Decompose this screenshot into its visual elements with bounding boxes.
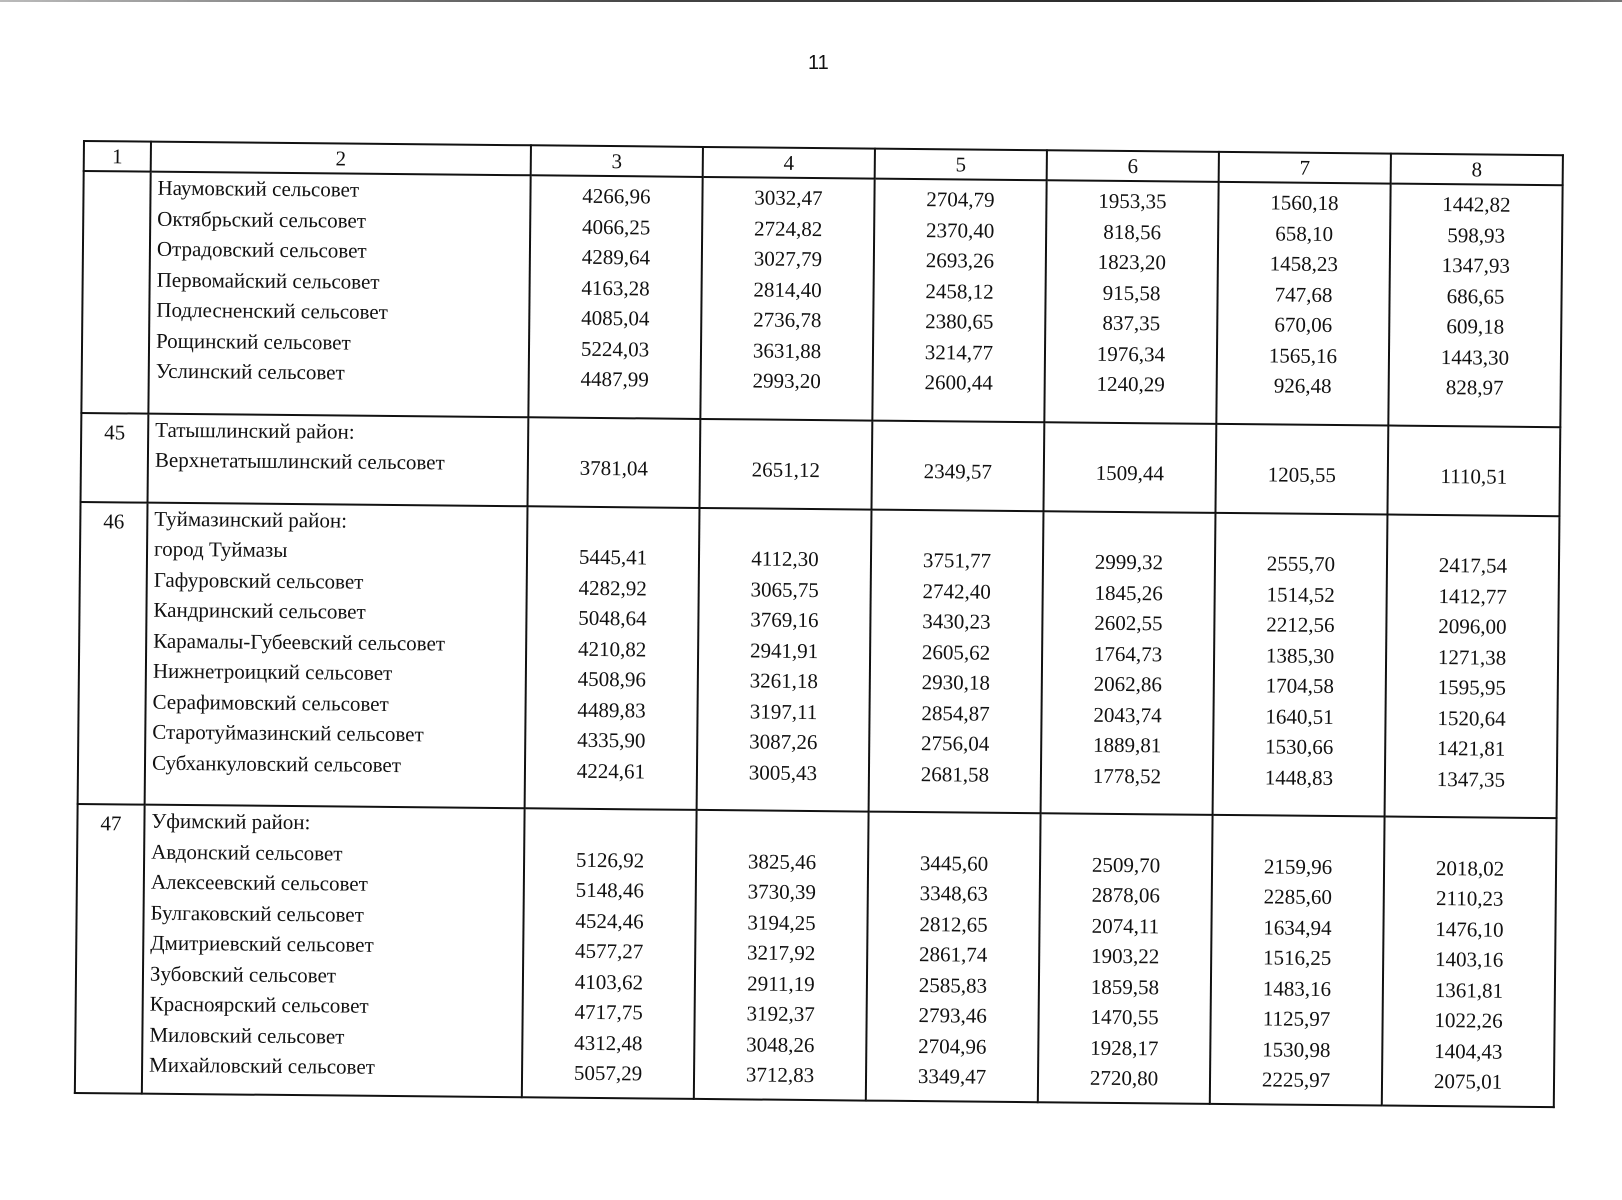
municipality-name: Дмитриевский сельсовет [150, 930, 374, 957]
value-cell: 2724,82 [753, 215, 823, 241]
value-cell: 2999,32 [1094, 549, 1164, 575]
value-cell: 3005,43 [748, 759, 818, 785]
value-cell: 1530,66 [1264, 734, 1334, 760]
value-cell: 1889,81 [1093, 732, 1162, 758]
municipality-name: Гафуровский сельсовет [153, 567, 364, 594]
value-column-4 [700, 418, 873, 509]
value-cell: 609,18 [1446, 314, 1505, 339]
value-cell: 3214,77 [924, 339, 994, 365]
row-index: 47 [75, 804, 145, 1093]
value-cell: 818,56 [1103, 219, 1162, 244]
value-cell: 598,93 [1447, 222, 1506, 248]
value-cell: 926,48 [1273, 373, 1332, 398]
table-group [75, 804, 1557, 1107]
value-column-3 [528, 417, 701, 508]
value-cell: 1443,30 [1440, 344, 1510, 370]
municipality-name: Красноярский сельсовет [149, 991, 369, 1018]
value-cell: 1903,22 [1090, 943, 1160, 969]
value-cell: 2742,40 [922, 578, 991, 604]
value-column-7 [1213, 512, 1388, 816]
names-cell [148, 413, 529, 506]
value-cell: 2861,74 [918, 942, 988, 967]
value-cell: 4487,99 [580, 366, 649, 392]
header-cell-6: 6 [1047, 150, 1219, 182]
names-cell [145, 502, 528, 808]
value-cell: 1347,35 [1436, 766, 1506, 792]
value-cell: 3781,04 [579, 455, 649, 481]
municipality-name: Серафимовский сельсовет [152, 689, 389, 716]
value-cell: 3197,11 [749, 698, 818, 724]
value-column-6 [1044, 180, 1218, 423]
value-cell: 3217,92 [746, 940, 816, 966]
value-cell: 2793,46 [918, 1003, 987, 1028]
value-cell: 3631,88 [752, 337, 822, 363]
header-cell-1: 1 [84, 141, 151, 172]
value-cell: 1704,58 [1265, 673, 1335, 699]
value-cell: 828,97 [1445, 375, 1504, 400]
value-cell: 4524,46 [575, 908, 644, 933]
value-cell: 1271,38 [1437, 644, 1507, 670]
value-cell: 2159,96 [1263, 853, 1333, 879]
value-cell: 2854,87 [921, 700, 990, 726]
value-cell: 4717,75 [574, 999, 643, 1025]
value-column-7 [1216, 182, 1390, 425]
value-cell: 1125,97 [1262, 1006, 1331, 1032]
names-cell [148, 172, 530, 417]
municipality-name: Отрадовский сельсовет [156, 236, 367, 263]
value-cell: 1361,81 [1434, 977, 1504, 1003]
value-column-7 [1210, 815, 1385, 1105]
value-cell: 3032,47 [754, 185, 823, 211]
value-cell: 1205,55 [1267, 462, 1337, 488]
value-cell: 2993,20 [752, 368, 821, 394]
row-index [81, 171, 150, 413]
value-cell: 670,06 [1274, 312, 1333, 337]
value-cell: 4282,92 [578, 575, 647, 600]
value-cell: 3194,25 [747, 909, 816, 935]
row-index: 46 [78, 501, 148, 804]
scan-edge-line [0, 0, 1622, 2]
municipality-name: Алексеевский сельсовет [150, 869, 368, 896]
municipality-name: Миловский сельсовет [149, 1022, 345, 1049]
row-index: 45 [81, 412, 149, 502]
district-name: Татышлинский район: [155, 417, 355, 444]
value-cell: 3348,63 [919, 881, 989, 906]
value-column-5 [871, 420, 1044, 511]
value-column-6 [1043, 422, 1216, 513]
value-cell: 2756,04 [921, 731, 990, 756]
value-column-6 [1038, 813, 1213, 1103]
value-cell: 2225,97 [1261, 1067, 1331, 1093]
municipality-name: Авдонский сельсовет [151, 839, 343, 866]
value-cell: 3192,37 [746, 1001, 815, 1027]
value-cell: 2458,12 [925, 278, 994, 304]
value-cell: 1412,77 [1438, 583, 1507, 609]
municipality-name: Услинский сельсовет [155, 358, 345, 385]
value-cell: 1530,98 [1262, 1036, 1331, 1062]
value-cell: 1928,17 [1090, 1035, 1159, 1060]
value-cell: 3261,18 [749, 668, 819, 694]
value-cell: 4335,90 [577, 727, 646, 753]
value-cell: 2110,23 [1435, 886, 1504, 911]
value-column-3 [522, 808, 697, 1098]
header-cell-5: 5 [875, 149, 1047, 181]
value-column-4 [694, 810, 869, 1100]
value-column-6 [1041, 511, 1216, 815]
value-cell: 2941,91 [749, 637, 819, 663]
value-cell: 4224,61 [576, 758, 646, 783]
value-cell: 1421,81 [1436, 736, 1506, 761]
value-cell: 1022,26 [1434, 1008, 1503, 1033]
value-cell: 5224,03 [580, 336, 650, 361]
value-cell: 4489,83 [577, 697, 646, 722]
value-cell: 4266,96 [582, 183, 651, 209]
value-cell: 747,68 [1274, 281, 1333, 307]
value-cell: 2605,62 [921, 639, 991, 665]
header-cell-8: 8 [1391, 154, 1563, 186]
table-group [78, 501, 1560, 818]
value-cell: 2814,40 [753, 276, 822, 302]
value-cell: 915,58 [1102, 280, 1161, 305]
header-cell-7: 7 [1219, 152, 1391, 184]
value-cell: 1764,73 [1093, 641, 1163, 666]
header-cell-3: 3 [531, 145, 703, 177]
table-row [81, 412, 1561, 515]
value-cell: 2720,80 [1089, 1065, 1159, 1091]
value-cell: 1516,25 [1262, 945, 1332, 971]
table-group [81, 412, 1561, 515]
municipality-name: Октябрьский сельсовет [157, 206, 367, 233]
value-cell: 1976,34 [1096, 341, 1166, 366]
value-cell: 1483,16 [1262, 975, 1332, 1001]
header-cell-4: 4 [703, 147, 875, 179]
municipality-name: Зубовский сельсовет [149, 961, 337, 987]
value-column-5 [872, 179, 1046, 422]
value-cell: 2930,18 [921, 670, 991, 695]
value-cell: 2681,58 [920, 761, 990, 787]
value-column-5 [869, 509, 1044, 813]
municipality-name: Булгаковский сельсовет [150, 900, 364, 927]
value-cell: 3048,26 [746, 1031, 815, 1057]
table-row [78, 501, 1560, 818]
value-cell: 2043,74 [1093, 702, 1162, 727]
value-cell: 3769,16 [750, 607, 819, 633]
value-cell: 4289,64 [581, 244, 651, 270]
value-cell: 1520,64 [1437, 705, 1506, 731]
value-cell: 2651,12 [751, 457, 821, 483]
value-column-7 [1215, 423, 1388, 514]
value-cell: 1240,29 [1096, 371, 1165, 397]
district-name: Уфимский район: [151, 808, 311, 835]
value-column-8 [1388, 184, 1562, 427]
value-cell: 1385,30 [1265, 642, 1335, 668]
value-cell: 686,65 [1446, 283, 1505, 309]
value-cell: 1778,52 [1092, 763, 1162, 788]
value-column-8 [1382, 817, 1557, 1107]
value-cell: 1404,43 [1434, 1038, 1503, 1064]
value-cell: 1110,51 [1440, 464, 1508, 489]
value-cell: 2555,70 [1266, 551, 1336, 577]
municipality-name: Наумовский сельсовет [157, 175, 360, 202]
value-cell: 1476,10 [1435, 916, 1504, 942]
value-cell: 2096,00 [1438, 614, 1507, 639]
value-cell: 5048,64 [578, 605, 647, 631]
municipality-name: город Туймазы [153, 536, 288, 562]
value-cell: 1634,94 [1263, 914, 1332, 940]
value-column-4 [697, 507, 872, 811]
value-cell: 2062,86 [1093, 671, 1163, 697]
value-cell: 5057,29 [573, 1060, 643, 1086]
value-cell: 4312,48 [574, 1030, 643, 1055]
value-cell: 2349,57 [923, 459, 993, 484]
value-cell: 3730,39 [747, 879, 817, 905]
municipality-name: Верхнетатышлинский сельсовет [154, 447, 445, 475]
value-cell: 5148,46 [575, 877, 645, 903]
names-cell [142, 805, 525, 1097]
value-cell: 1640,51 [1265, 703, 1334, 729]
value-cell: 1595,95 [1437, 675, 1507, 700]
value-cell: 3065,75 [750, 576, 819, 602]
value-cell: 3751,77 [922, 548, 992, 573]
value-cell: 3087,26 [749, 729, 818, 755]
value-cell: 2212,56 [1266, 612, 1335, 638]
value-column-3 [528, 175, 702, 418]
value-cell: 2602,55 [1094, 610, 1163, 636]
municipality-name: Подлесненский сельсовет [156, 297, 388, 324]
value-cell: 1565,16 [1268, 342, 1338, 368]
value-cell: 1458,23 [1269, 251, 1339, 277]
value-cell: 4112,30 [751, 546, 819, 572]
value-cell: 2018,02 [1435, 855, 1505, 881]
value-cell: 2704,96 [918, 1033, 987, 1059]
value-column-4 [700, 177, 874, 420]
value-cell: 1953,35 [1098, 188, 1167, 214]
value-cell: 2417,54 [1438, 553, 1508, 578]
value-cell: 4210,82 [577, 636, 647, 661]
value-cell: 2380,65 [925, 309, 994, 334]
value-cell: 2585,83 [918, 972, 988, 998]
municipality-name: Первомайский сельсовет [156, 267, 380, 294]
municipality-name: Нижнетроицкий сельсовет [152, 658, 393, 685]
page-number: 11 [808, 52, 829, 74]
municipality-name: Субханкуловский сельсовет [151, 750, 402, 777]
value-cell: 4577,27 [574, 938, 644, 964]
value-cell: 3430,23 [922, 609, 991, 634]
value-cell: 3027,79 [753, 246, 823, 272]
value-cell: 1509,44 [1095, 460, 1165, 486]
municipality-name: Михайловский сельсовет [149, 1052, 376, 1079]
value-cell: 2812,65 [919, 911, 988, 937]
municipality-name: Старотуймазинский сельсовет [152, 719, 424, 747]
value-column-3 [525, 506, 700, 810]
value-cell: 5445,41 [578, 544, 648, 570]
value-cell: 4508,96 [577, 666, 647, 692]
municipality-name: Кандринский сельсовет [153, 597, 366, 624]
district-name: Туймазинский район: [154, 506, 348, 533]
value-cell: 2075,01 [1433, 1069, 1503, 1094]
value-cell: 4103,62 [574, 969, 644, 994]
municipality-name: Карамалы-Губеевский сельсовет [153, 628, 446, 655]
value-cell: 5126,92 [575, 847, 645, 872]
value-cell: 1442,82 [1442, 192, 1511, 217]
value-cell: 2370,40 [925, 217, 995, 243]
value-cell: 2693,26 [925, 248, 995, 273]
value-cell: 4066,25 [581, 214, 651, 239]
value-cell: 4085,04 [581, 305, 650, 331]
value-cell: 1859,58 [1090, 974, 1160, 999]
value-cell: 1347,93 [1441, 253, 1511, 278]
value-cell: 1514,52 [1266, 581, 1335, 607]
value-cell: 2600,44 [924, 370, 993, 395]
header-cell-2: 2 [151, 142, 531, 176]
value-cell: 3825,46 [747, 848, 817, 874]
data-table [74, 140, 1564, 1108]
value-cell: 1470,55 [1090, 1004, 1159, 1030]
value-cell: 4163,28 [581, 275, 650, 300]
value-cell: 3445,60 [919, 850, 989, 876]
value-column-8 [1387, 425, 1560, 516]
value-column-5 [866, 812, 1041, 1102]
table-row [81, 171, 1562, 427]
value-cell: 2704,79 [926, 187, 995, 212]
value-cell: 2736,78 [753, 307, 822, 333]
value-cell: 1403,16 [1434, 947, 1504, 972]
table-row [75, 804, 1557, 1107]
municipality-name: Рощинский сельсовет [155, 328, 351, 355]
value-cell: 1560,18 [1270, 190, 1339, 216]
value-cell: 2509,70 [1091, 852, 1161, 877]
value-cell: 2285,60 [1263, 884, 1333, 910]
value-cell: 2911,19 [747, 970, 815, 996]
value-cell: 3349,47 [917, 1064, 987, 1089]
value-cell: 2878,06 [1091, 882, 1161, 908]
data-table-wrapper [74, 140, 1563, 1108]
value-cell: 1448,83 [1264, 764, 1334, 790]
value-cell: 1845,26 [1094, 580, 1163, 605]
table-group [81, 171, 1562, 427]
value-cell: 837,35 [1102, 310, 1161, 336]
value-column-8 [1385, 514, 1560, 818]
value-cell: 3712,83 [745, 1062, 815, 1088]
value-cell: 2074,11 [1091, 913, 1160, 938]
value-cell: 658,10 [1275, 220, 1334, 246]
value-cell: 1823,20 [1097, 249, 1167, 275]
